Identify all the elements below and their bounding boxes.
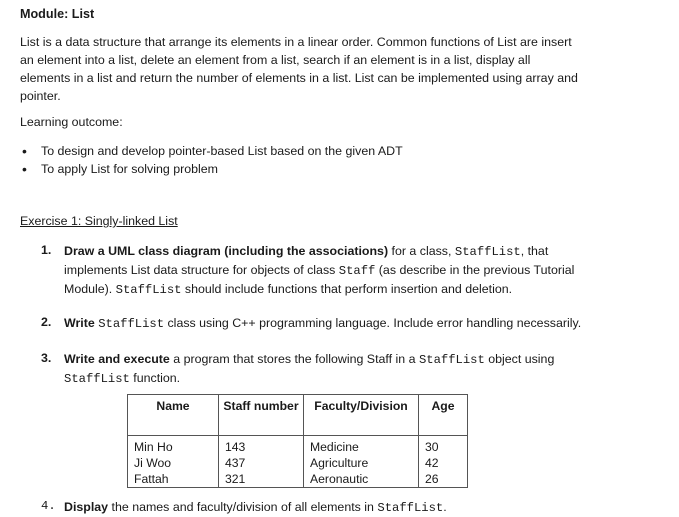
cell-name: Ji Woo (128, 455, 219, 471)
code-term: StaffList (418, 353, 485, 367)
cell-staff-number: 321 (219, 471, 304, 488)
col-header-age: Age (419, 395, 468, 436)
intro-paragraph: List is a data structure that arrange its elements in a linear order. Common functions of List are insert an element into a list, delete an element from a list, search if an element is in a list, display all elements in a list and return the number of elements in a list. List can be implemented using array and pointer. (20, 35, 578, 103)
code-term: StaffList (454, 245, 521, 259)
learning-outcome-bullet: To design and develop pointer-based List based on the given ADT (41, 144, 403, 158)
learning-outcome-label: Learning outcome: (20, 115, 123, 129)
item-text: for a class, (388, 244, 455, 258)
item-number: 3. (41, 351, 52, 365)
cell-faculty: Medicine (304, 436, 419, 456)
cell-name: Fattah (128, 471, 219, 488)
learning-outcome-bullet: To apply List for solving problem (41, 162, 218, 176)
cell-age: 30 (419, 436, 468, 456)
cell-staff-number: 143 (219, 436, 304, 456)
table-row (128, 471, 468, 488)
col-header-faculty: Faculty/Division (304, 395, 419, 436)
cell-age: 42 (419, 455, 468, 471)
exercise-title: Exercise 1: Singly-linked List (20, 214, 178, 228)
bullet-icon: • (22, 143, 27, 159)
item-text: . (443, 500, 447, 514)
item-bold: Draw a UML class diagram (including the associations) (64, 244, 389, 258)
code-term: StaffList (98, 317, 165, 331)
item-text: class using C++ programming language. Include error handling necessarily. (164, 316, 582, 330)
item-text: the names and faculty/division of all elements in (108, 500, 378, 514)
item-number: 2. (41, 315, 52, 329)
cell-name: Min Ho (128, 436, 219, 456)
exercise-item-1 (64, 242, 584, 299)
item-number: 1. (41, 243, 52, 257)
cell-staff-number: 437 (219, 455, 304, 471)
item-text: (as describe in the previous Tutorial Module). (64, 263, 575, 296)
col-header-staff-number: Staff number (219, 395, 304, 436)
bullet-icon: • (22, 161, 27, 177)
exercise-item-4 (64, 498, 584, 517)
item-text: should include functions that perform insertion and deletion. (181, 282, 513, 296)
table-row (128, 436, 468, 456)
cell-age: 26 (419, 471, 468, 488)
code-term: StaffList (115, 283, 182, 297)
code-term: StaffList (64, 372, 130, 386)
cell-faculty: Aeronautic (304, 471, 419, 488)
item-text: , that implements List data structure for objects of class (64, 244, 549, 277)
code-term: StaffList (377, 501, 444, 515)
exercise-item-2 (64, 314, 584, 333)
item-text: a program that stores the following Staff in a (169, 352, 419, 366)
col-header-name: Name (128, 395, 219, 436)
code-term: Staff (338, 264, 376, 278)
table-row (128, 455, 468, 471)
item-text: function. (129, 371, 181, 385)
item-bold: Write and execute (64, 352, 170, 366)
staff-table (127, 394, 468, 488)
item-number: 4. (41, 499, 56, 513)
cell-faculty: Agriculture (304, 455, 419, 471)
item-text: object using (484, 352, 555, 366)
item-bold: Display (64, 500, 109, 514)
item-bold: Write (64, 316, 95, 330)
module-title: Module: List (20, 7, 95, 21)
exercise-item-3 (64, 350, 584, 388)
